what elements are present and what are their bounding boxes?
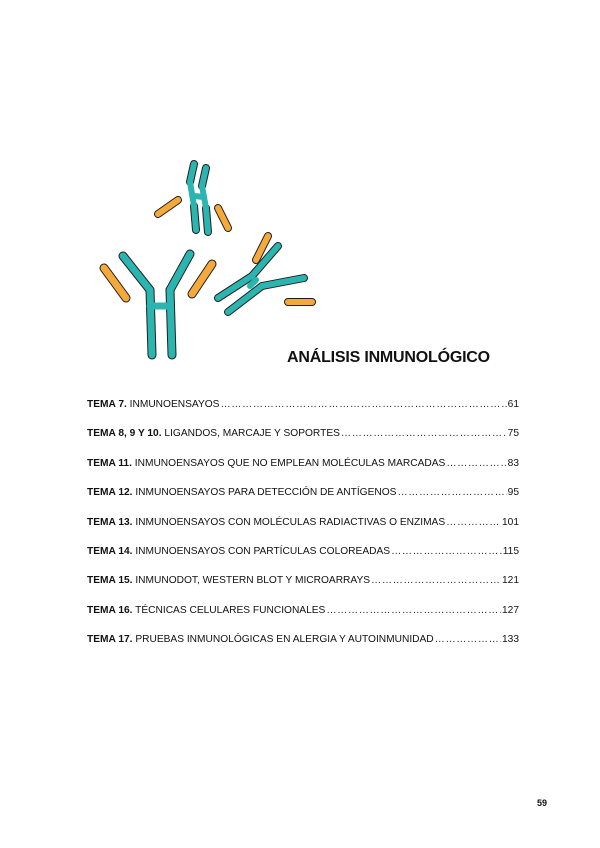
toc-entry-title: INMUNOENSAYOS CON PARTÍCULAS COLOREADAS bbox=[135, 545, 391, 557]
toc-entry bbox=[87, 516, 519, 545]
page-number: 59 bbox=[537, 798, 548, 808]
toc-entry-page: 127 bbox=[502, 604, 519, 616]
toc-entry-label: TEMA 15. bbox=[87, 575, 133, 587]
toc-entry-title: INMUNOENSAYOS PARA DETECCIÓN DE ANTÍGENOS bbox=[135, 487, 397, 499]
toc-entry bbox=[87, 545, 519, 574]
toc-entry-label: TEMA 14. bbox=[87, 545, 133, 557]
toc-entry-title: INMUNODOT, WESTERN BLOT Y MICROARRAYS bbox=[135, 575, 371, 587]
table-of-contents bbox=[87, 398, 519, 663]
toc-entry-title: TÉCNICAS CELULARES FUNCIONALES bbox=[135, 604, 326, 616]
toc-entry bbox=[87, 486, 519, 515]
toc-entry bbox=[87, 457, 519, 486]
toc-entry-title: INMUNOENSAYOS QUE NO EMPLEAN MOLÉCULAS MARCADAS bbox=[134, 457, 446, 469]
antibody-illustration bbox=[90, 150, 330, 370]
toc-entry-label: TEMA 13. bbox=[87, 516, 133, 528]
toc-entry-page: 61 bbox=[507, 399, 519, 410]
toc-entry-page: 133 bbox=[502, 634, 519, 646]
toc-entry-label: TEMA 16. bbox=[87, 604, 133, 616]
toc-entry bbox=[87, 633, 519, 662]
toc-entry-page: 101 bbox=[502, 516, 519, 528]
toc-entry-title: PRUEBAS INMUNOLÓGICAS EN ALERGIA Y AUTOINMUNIDAD bbox=[135, 634, 434, 646]
toc-dot-leader bbox=[326, 604, 501, 618]
toc-entry-label: TEMA 17. bbox=[87, 634, 133, 646]
toc-dot-leader bbox=[446, 457, 506, 471]
toc-dot-leader bbox=[397, 486, 506, 500]
toc-entry-page: 95 bbox=[507, 487, 519, 499]
toc-dot-leader bbox=[435, 633, 501, 647]
toc-dot-leader bbox=[371, 574, 501, 588]
toc-entry-page: 83 bbox=[507, 457, 519, 469]
toc-entry-page: 115 bbox=[502, 545, 519, 557]
toc-dot-leader bbox=[220, 398, 506, 412]
toc-dot-leader bbox=[446, 516, 501, 530]
toc-dot-leader bbox=[391, 545, 502, 559]
toc-entry-label: TEMA 8, 9 Y 10. bbox=[87, 428, 162, 440]
toc-entry-label: TEMA 12. bbox=[87, 487, 133, 499]
toc-entry-label: TEMA 11. bbox=[87, 457, 132, 469]
toc-entry-page: 75 bbox=[507, 428, 519, 440]
toc-entry bbox=[87, 604, 519, 633]
toc-entry-title: INMUNOENSAYOS bbox=[129, 399, 220, 410]
section-title: ANÁLISIS INMUNOLÓGICO bbox=[287, 349, 490, 366]
toc-entry bbox=[87, 398, 519, 427]
toc-dot-leader bbox=[341, 427, 507, 441]
toc-entry-label: TEMA 7. bbox=[87, 399, 127, 410]
toc-entry-page: 121 bbox=[502, 575, 519, 587]
toc-entry-title: INMUNOENSAYOS CON MOLÉCULAS RADIACTIVAS O ENZIMAS bbox=[135, 516, 446, 528]
toc-entry bbox=[87, 427, 519, 456]
toc-entry-title: LIGANDOS, MARCAJE Y SOPORTES bbox=[164, 428, 340, 440]
toc-entry bbox=[87, 574, 519, 603]
